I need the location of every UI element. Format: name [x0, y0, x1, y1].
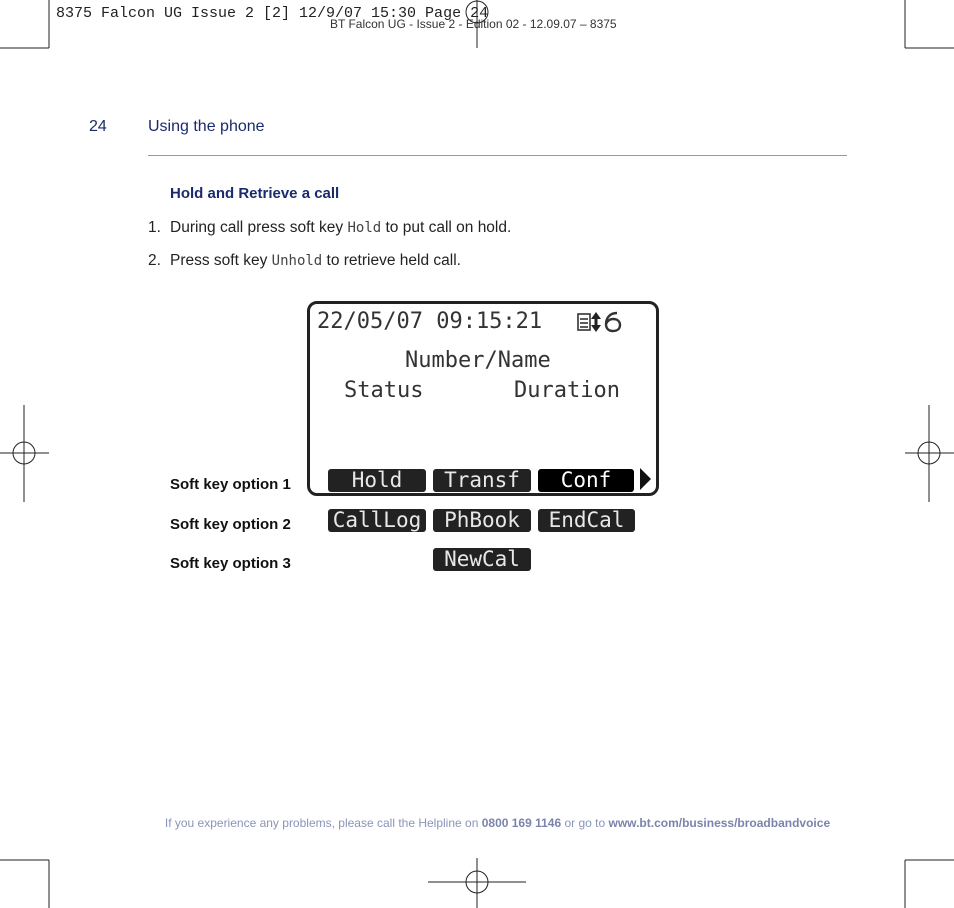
step-text: During call press soft key — [170, 219, 348, 236]
more-options-arrow-icon — [638, 467, 652, 496]
step-2 — [148, 252, 461, 270]
handset-list-icon — [577, 313, 591, 336]
helpline-number: 0800 169 1146 — [481, 816, 562, 830]
softkey-name: Hold — [347, 220, 382, 236]
softkey-phonebook[interactable]: PhBook — [433, 509, 531, 532]
step-1 — [148, 219, 512, 237]
step-number: 1. — [148, 219, 161, 236]
softkey-option-2-label: Soft key option 2 — [170, 516, 291, 533]
softkey-newcall[interactable]: NewCal — [433, 548, 531, 571]
step-text: Press soft key — [170, 252, 272, 269]
heading-hold-retrieve: Hold and Retrieve a call — [170, 185, 340, 202]
section-title: Using the phone — [148, 118, 265, 135]
footer-text: or go to — [561, 816, 609, 830]
signal-icon — [603, 311, 623, 338]
footer-text: If you experience any problems, please call the Helpline on — [164, 816, 482, 830]
softkey-conference[interactable]: Conf — [538, 469, 634, 492]
step-number: 2. — [148, 252, 161, 269]
header-rule — [148, 155, 847, 156]
display-duration: Duration — [514, 378, 620, 403]
support-url: www.bt.com/business/broadbandvoice — [608, 816, 831, 830]
softkey-name: Unhold — [271, 253, 323, 269]
footer-helpline — [0, 816, 954, 830]
softkey-transfer[interactable]: Transf — [433, 469, 531, 492]
print-slug: 8375 Falcon UG Issue 2 [2] 12/9/07 15:30 Page 24 — [56, 5, 489, 22]
step-text: to retrieve held call. — [322, 252, 461, 269]
arrows-icon — [590, 311, 602, 338]
display-status: Status — [344, 378, 424, 403]
softkey-option-3-label: Soft key option 3 — [170, 555, 291, 572]
softkey-hold[interactable]: Hold — [328, 469, 426, 492]
display-number-name: Number/Name — [405, 348, 551, 373]
step-text: to put call on hold. — [381, 219, 512, 236]
page-number: 24 — [89, 118, 107, 135]
softkey-calllog[interactable]: CallLog — [328, 509, 426, 532]
softkey-endcall[interactable]: EndCal — [538, 509, 635, 532]
display-datetime: 22/05/07 09:15:21 — [317, 309, 543, 334]
softkey-option-1-label: Soft key option 1 — [170, 476, 291, 493]
print-slug-secondary: BT Falcon UG - Issue 2 - Edition 02 - 12.09.07 – 8375 — [330, 17, 617, 31]
